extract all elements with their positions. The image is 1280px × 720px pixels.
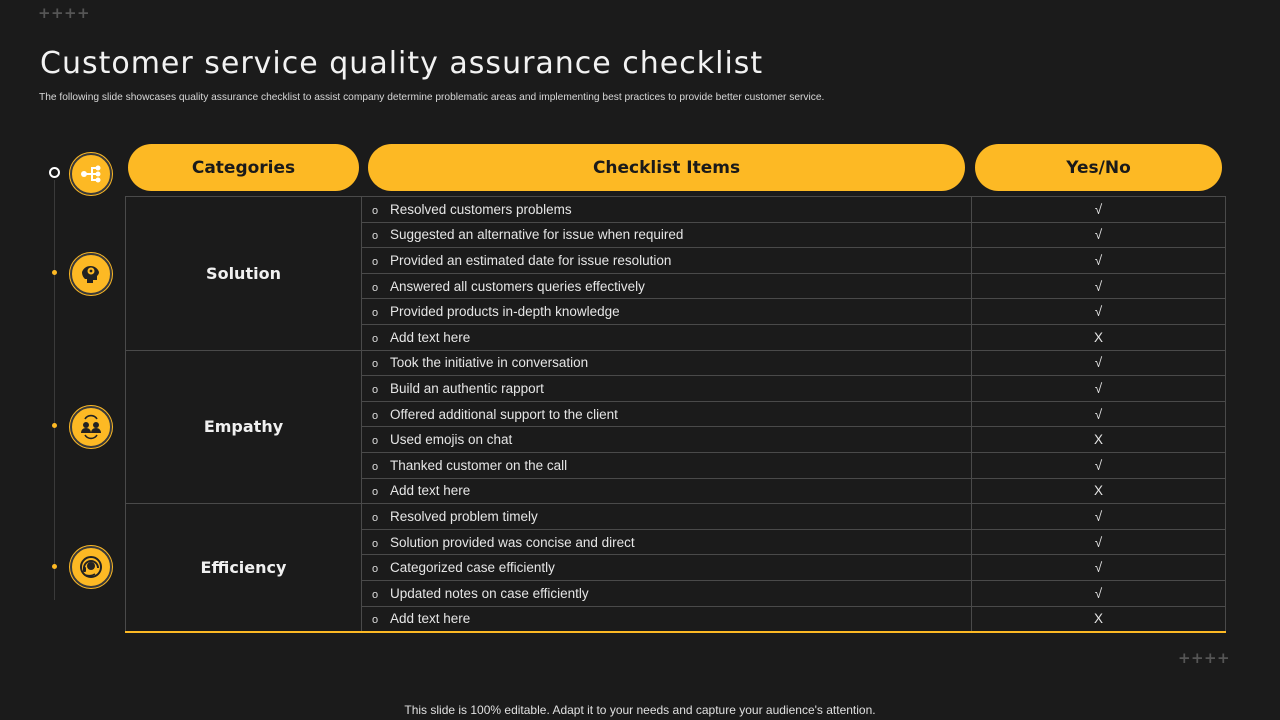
bullet-icon: o xyxy=(372,332,379,345)
checklist-item-text: Resolved problem timely xyxy=(390,508,538,524)
bullet-icon: o xyxy=(372,358,379,371)
header-yes-no: Yes/No xyxy=(975,144,1222,191)
people-exchange-icon xyxy=(70,406,112,448)
bullet-icon: o xyxy=(372,588,379,601)
category-cell: Empathy xyxy=(126,350,362,504)
yes-no-cell: √ xyxy=(972,248,1226,274)
checklist-item-cell xyxy=(362,427,972,453)
yes-no-cell: √ xyxy=(972,197,1226,223)
checklist-item-cell xyxy=(362,504,972,530)
checklist-item-text: Provided products in-depth knowledge xyxy=(390,304,620,320)
bullet-icon: o xyxy=(372,383,379,396)
checklist-item-text: Updated notes on case efficiently xyxy=(390,585,589,601)
table-row xyxy=(126,197,1226,223)
yes-no-cell: √ xyxy=(972,555,1226,581)
checklist-item-cell xyxy=(362,555,972,581)
checklist-item-text: Resolved customers problems xyxy=(390,201,572,217)
checklist-item-text: Solution provided was concise and direct xyxy=(390,534,635,550)
yes-no-cell: √ xyxy=(972,299,1226,325)
footer-note: This slide is 100% editable. Adapt it to your needs and capture your audience's attention. xyxy=(404,703,876,717)
yes-no-cell: √ xyxy=(972,350,1226,376)
checklist-item-cell xyxy=(362,401,972,427)
decorative-plus-marks-top: + + + + xyxy=(38,4,90,22)
checklist-item-cell xyxy=(362,452,972,478)
yes-no-cell: √ xyxy=(972,452,1226,478)
checklist-item-cell xyxy=(362,273,972,299)
checklist-item-cell xyxy=(362,606,972,632)
bullet-icon: o xyxy=(372,614,379,627)
hierarchy-icon xyxy=(70,153,112,195)
bullet-icon: o xyxy=(372,230,379,243)
bullet-icon: o xyxy=(372,255,379,268)
yes-no-cell: X xyxy=(972,427,1226,453)
yes-no-cell: √ xyxy=(972,376,1226,402)
checklist-item-text: Add text here xyxy=(390,329,471,345)
checklist-item-text: Add text here xyxy=(390,611,471,627)
timeline-start-marker xyxy=(49,167,60,178)
checklist-item-cell xyxy=(362,324,972,350)
yes-no-cell: √ xyxy=(972,529,1226,555)
table-row xyxy=(126,350,1226,376)
checklist-item-cell xyxy=(362,529,972,555)
timeline-dot-empathy xyxy=(52,423,57,428)
yes-no-cell: X xyxy=(972,478,1226,504)
checklist-item-text: Categorized case efficiently xyxy=(390,560,555,576)
yes-no-cell: √ xyxy=(972,273,1226,299)
yes-no-cell: √ xyxy=(972,504,1226,530)
yes-no-cell: X xyxy=(972,324,1226,350)
bullet-icon: o xyxy=(372,537,379,550)
yes-no-cell: √ xyxy=(972,222,1226,248)
brain-gear-icon xyxy=(70,253,112,295)
bullet-icon: o xyxy=(372,409,379,422)
checklist-item-text: Build an authentic rapport xyxy=(390,380,544,396)
yes-no-cell: X xyxy=(972,606,1226,632)
checklist-item-cell xyxy=(362,248,972,274)
checklist-item-cell xyxy=(362,350,972,376)
slide-subtitle: The following slide showcases quality assurance checklist to assist company determine problematic areas and implementing best practices to provide better customer service. xyxy=(39,92,825,103)
checklist-item-text: Thanked customer on the call xyxy=(390,457,568,473)
checklist-item-text: Provided an estimated date for issue resolution xyxy=(390,252,672,268)
header-categories: Categories xyxy=(128,144,359,191)
timeline-dot-efficiency xyxy=(52,564,57,569)
slide-title: Customer service quality assurance checklist xyxy=(40,46,764,81)
yes-no-cell: √ xyxy=(972,401,1226,427)
checklist-table xyxy=(125,196,1226,633)
header-checklist-items: Checklist Items xyxy=(368,144,965,191)
bullet-icon: o xyxy=(372,460,379,473)
bullet-icon: o xyxy=(372,511,379,524)
category-cell: Efficiency xyxy=(126,504,362,632)
timeline-dot-solution xyxy=(52,270,57,275)
bullet-icon: o xyxy=(372,435,379,448)
table-row xyxy=(126,504,1226,530)
timeline-line xyxy=(54,180,55,600)
bullet-icon: o xyxy=(372,281,379,294)
bullet-icon: o xyxy=(372,204,379,217)
checklist-item-cell xyxy=(362,478,972,504)
checklist-item-text: Answered all customers queries effectively xyxy=(390,278,645,294)
checklist-item-cell xyxy=(362,580,972,606)
checklist-item-cell xyxy=(362,299,972,325)
bullet-icon: o xyxy=(372,486,379,499)
checklist-item-text: Suggested an alternative for issue when required xyxy=(390,227,684,243)
customer-support-icon xyxy=(70,546,112,588)
checklist-item-cell xyxy=(362,376,972,402)
bullet-icon: o xyxy=(372,307,379,320)
decorative-plus-marks-bottom: + + + + xyxy=(1178,649,1230,667)
checklist-item-text: Used emojis on chat xyxy=(390,432,513,448)
checklist-item-text: Add text here xyxy=(390,483,471,499)
checklist-item-cell xyxy=(362,197,972,223)
category-cell: Solution xyxy=(126,197,362,351)
checklist-item-text: Offered additional support to the client xyxy=(390,406,618,422)
bullet-icon: o xyxy=(372,563,379,576)
checklist-item-cell xyxy=(362,222,972,248)
yes-no-cell: √ xyxy=(972,580,1226,606)
checklist-item-text: Took the initiative in conversation xyxy=(390,355,589,371)
